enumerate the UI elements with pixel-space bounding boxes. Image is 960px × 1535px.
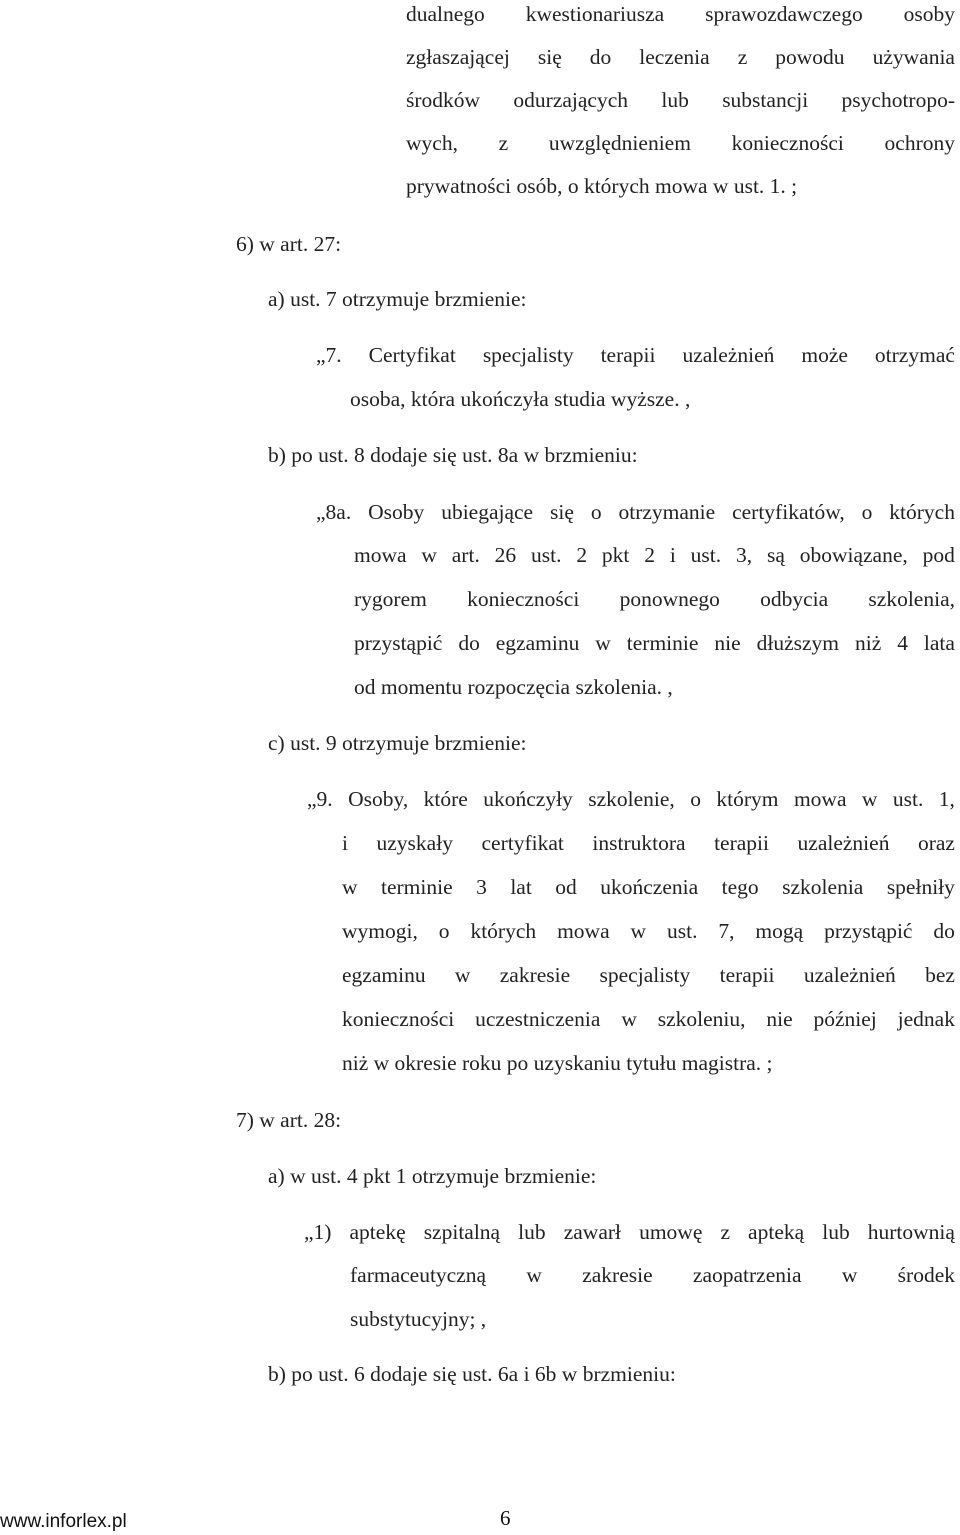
- word: lub: [822, 1220, 850, 1244]
- word: Osoby: [368, 500, 425, 524]
- word: w: [342, 875, 358, 899]
- word: 26: [494, 543, 517, 567]
- word: są: [766, 543, 785, 567]
- word: „1): [304, 1220, 332, 1244]
- word: ust.: [892, 787, 924, 811]
- word: zawarł: [563, 1220, 622, 1244]
- word: od: [555, 875, 577, 899]
- word: powodu: [775, 45, 845, 69]
- word: nie: [766, 1007, 793, 1031]
- word: konieczności: [342, 1007, 455, 1031]
- word: szkolenie,: [588, 787, 675, 811]
- word: środków: [406, 88, 481, 112]
- text-line: [342, 1009, 955, 1031]
- text-line: [304, 1222, 955, 1244]
- word: zakresie: [582, 1263, 653, 1287]
- word: używania: [872, 45, 955, 69]
- word: szkolenia,: [868, 587, 955, 611]
- word: o: [861, 500, 873, 524]
- word: 7,: [718, 919, 735, 943]
- word: 2: [576, 543, 588, 567]
- word: w: [630, 919, 647, 943]
- word: ukończyły: [483, 787, 573, 811]
- word: zakresie: [499, 963, 571, 987]
- word: ust.: [531, 543, 562, 567]
- word: psychotropo-: [841, 88, 955, 112]
- text-line: [406, 133, 955, 155]
- text-line: [406, 47, 955, 69]
- word: egzaminu: [495, 631, 580, 655]
- word: w: [621, 1007, 637, 1031]
- text-line: [406, 90, 955, 112]
- word: jednak: [897, 1007, 955, 1031]
- word: substancji: [722, 88, 809, 112]
- word: 3: [476, 875, 487, 899]
- list-subitem: b) po ust. 6 dodaje się ust. 6a i 6b w brzmieniu:: [268, 1362, 676, 1386]
- word: kwestionariusza: [525, 2, 665, 26]
- word: pod: [922, 543, 955, 567]
- word: którym: [716, 787, 779, 811]
- word: dualnego: [406, 2, 485, 26]
- text-line: [307, 789, 955, 811]
- word: środek: [897, 1263, 955, 1287]
- text-line: [342, 921, 955, 943]
- text-line: niż w okresie roku po uzyskaniu tytułu magistra. ;: [342, 1051, 773, 1075]
- word: 3,: [735, 543, 753, 567]
- text-line: [354, 589, 955, 611]
- word: później: [813, 1007, 877, 1031]
- word: specjalisty: [599, 963, 691, 987]
- word: art.: [451, 543, 480, 567]
- word: lata: [923, 631, 955, 655]
- word: z: [737, 45, 748, 69]
- word: 1,: [938, 787, 955, 811]
- word: „8a.: [316, 500, 352, 524]
- word: uwzględnieniem: [548, 131, 691, 155]
- word: mowa: [557, 919, 610, 943]
- word: mogą: [755, 919, 804, 943]
- text-line: substytucyjny; ,: [350, 1307, 487, 1331]
- text-line: [406, 4, 955, 26]
- word: których: [470, 919, 537, 943]
- word: lub: [661, 88, 689, 112]
- word: otrzymać: [874, 343, 955, 367]
- word: tego: [721, 875, 759, 899]
- word: uzyskały: [376, 831, 453, 855]
- word: do: [458, 631, 480, 655]
- word: lat: [510, 875, 532, 899]
- word: bez: [925, 963, 955, 987]
- word: Certyfikat: [368, 343, 456, 367]
- word: wych,: [406, 131, 458, 155]
- word: leczenia: [639, 45, 710, 69]
- word: terapii: [600, 343, 656, 367]
- word: i: [669, 543, 676, 567]
- word: w: [841, 1263, 858, 1287]
- text-line: [342, 833, 955, 855]
- list-item-heading: 7) w art. 28:: [236, 1108, 342, 1132]
- word: szpitalną: [423, 1220, 501, 1244]
- text-line: [350, 1265, 955, 1287]
- list-subitem: b) po ust. 8 dodaje się ust. 8a w brzmieniu:: [268, 443, 638, 467]
- word: z: [498, 131, 509, 155]
- word: ubiegające: [441, 500, 534, 524]
- word: nie: [714, 631, 741, 655]
- word: „7.: [316, 343, 342, 367]
- word: farmaceutyczną: [350, 1263, 487, 1287]
- word: obowiązane,: [799, 543, 908, 567]
- word: egzaminu: [342, 963, 426, 987]
- word: umowę: [639, 1220, 703, 1244]
- word: z: [720, 1220, 730, 1244]
- text-line: od momentu rozpoczęcia szkolenia. ,: [354, 675, 673, 699]
- word: dłuższym: [756, 631, 840, 655]
- word: terapii: [714, 831, 769, 855]
- word: o: [438, 919, 450, 943]
- text-line: [342, 877, 955, 899]
- word: szkolenia: [782, 875, 864, 899]
- word: „9.: [307, 787, 333, 811]
- text-line: [316, 345, 955, 367]
- word: ochrony: [884, 131, 955, 155]
- word: zaopatrzenia: [692, 1263, 802, 1287]
- word: o: [590, 500, 602, 524]
- word: rygorem: [354, 587, 427, 611]
- word: certyfikat: [481, 831, 564, 855]
- word: konieczności: [467, 587, 580, 611]
- word: mowa: [354, 543, 407, 567]
- word: i: [342, 831, 348, 855]
- word: otrzymanie: [618, 500, 716, 524]
- word: mowa: [793, 787, 847, 811]
- word: przystąpić: [824, 919, 913, 943]
- word: sprawozdawczego: [705, 2, 863, 26]
- word: do: [933, 919, 955, 943]
- word: w: [526, 1263, 542, 1287]
- word: lub: [518, 1220, 546, 1244]
- word: terminie: [626, 631, 699, 655]
- word: uzależnień: [803, 963, 896, 987]
- word: do: [589, 45, 612, 69]
- word: zgłaszającej: [406, 45, 510, 69]
- word: certyfikatów,: [732, 500, 845, 524]
- word: uzależnień: [682, 343, 775, 367]
- word: które: [423, 787, 468, 811]
- word: instruktora: [592, 831, 686, 855]
- word: których: [889, 500, 955, 524]
- list-subitem: a) ust. 7 otrzymuje brzmienie:: [268, 287, 527, 311]
- word: oraz: [917, 831, 955, 855]
- word: ust.: [690, 543, 722, 567]
- word: 2: [644, 543, 655, 567]
- text-line: [316, 502, 955, 524]
- word: specjalisty: [482, 343, 574, 367]
- word: w: [861, 787, 878, 811]
- footer-website: www.inforlex.pl: [0, 1511, 127, 1532]
- word: pkt: [601, 543, 630, 567]
- word: niż: [854, 631, 882, 655]
- word: odurzających: [513, 88, 629, 112]
- word: aptekę: [349, 1220, 406, 1244]
- word: spełniły: [886, 875, 955, 899]
- word: się: [537, 45, 562, 69]
- word: w: [421, 543, 437, 567]
- word: szkoleniu,: [657, 1007, 746, 1031]
- word: konieczności: [731, 131, 844, 155]
- text-line: osoba, która ukończyła studia wyższe. ,: [350, 387, 691, 411]
- list-subitem: c) ust. 9 otrzymuje brzmienie:: [268, 731, 527, 755]
- page-number: 6: [500, 1506, 511, 1530]
- text-line: [354, 545, 955, 567]
- word: może: [801, 343, 848, 367]
- word: w: [454, 963, 471, 987]
- word: apteką: [748, 1220, 805, 1244]
- word: ponownego: [619, 587, 720, 611]
- word: ukończenia: [600, 875, 699, 899]
- word: przystąpić: [354, 631, 443, 655]
- word: ust.: [666, 919, 698, 943]
- text-line: prywatności osób, o których mowa w ust. 1. ;: [406, 174, 798, 198]
- word: wymogi,: [342, 919, 418, 943]
- word: uzależnień: [797, 831, 890, 855]
- list-subitem: a) w ust. 4 pkt 1 otrzymuje brzmienie:: [268, 1164, 597, 1188]
- text-line: [354, 633, 955, 655]
- word: hurtownią: [867, 1220, 955, 1244]
- word: o: [690, 787, 701, 811]
- word: odbycia: [760, 587, 829, 611]
- word: terapii: [719, 963, 775, 987]
- word: 4: [897, 631, 908, 655]
- text-line: [342, 965, 955, 987]
- word: w: [595, 631, 611, 655]
- list-item-heading: 6) w art. 27:: [236, 232, 342, 256]
- word: terminie: [381, 875, 453, 899]
- word: uczestniczenia: [475, 1007, 601, 1031]
- word: Osoby,: [348, 787, 409, 811]
- word: osoby: [903, 2, 955, 26]
- word: się: [550, 500, 574, 524]
